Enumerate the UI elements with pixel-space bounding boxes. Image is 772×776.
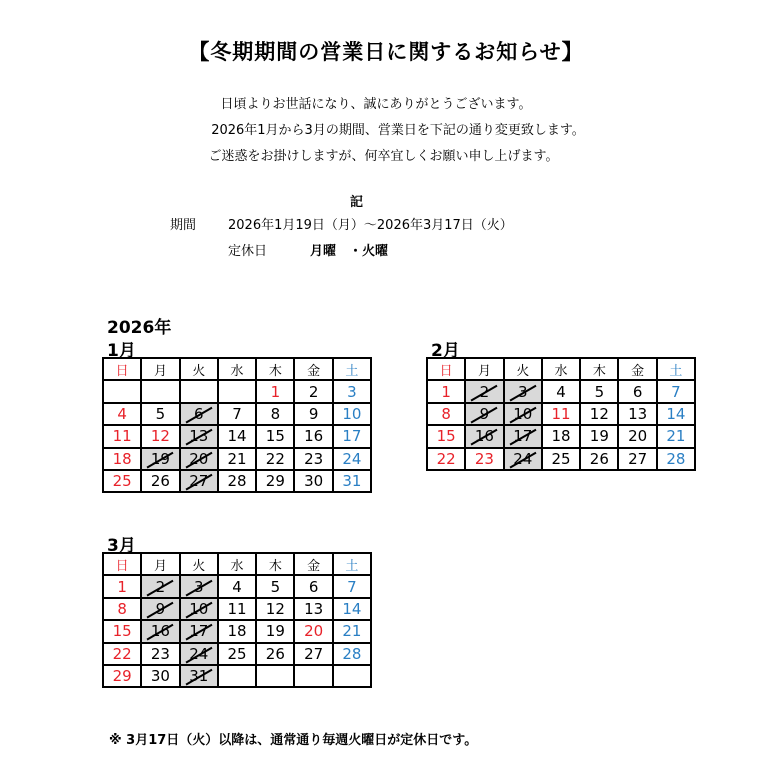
day-cell: 7 [657,380,695,402]
week-row [103,575,371,597]
weekday-header: 木 [256,553,294,575]
day-cell: 12 [256,598,294,620]
week-row [103,470,371,492]
closed-day-cell: 9 [465,403,503,425]
day-cell: 13 [294,598,332,620]
weekday-header: 水 [218,553,256,575]
day-cell: 27 [618,448,656,470]
week-row [427,403,695,425]
day-cell: 28 [657,448,695,470]
day-cell: 15 [256,425,294,447]
year-label: 2026年 [107,318,172,338]
day-cell: 20 [294,620,332,642]
day-cell: 11 [218,598,256,620]
day-cell: 21 [657,425,695,447]
period-value: 2026年1月19日（月）～2026年3月17日（火） [228,218,513,233]
weekday-header: 金 [294,553,332,575]
closed-day-cell: 24 [504,448,542,470]
day-cell: 16 [294,425,332,447]
day-cell: 18 [542,425,580,447]
day-cell: 12 [141,425,179,447]
closed-day-cell: 17 [180,620,218,642]
page-title: 【冬期期間の営業日に関するお知らせ】 [188,40,584,64]
day-cell: 24 [333,448,371,470]
day-cell: 23 [141,643,179,665]
closed-day-value: 月曜 ・火曜 [310,244,389,259]
week-row [103,620,371,642]
day-cell: 1 [427,380,465,402]
day-cell: 5 [256,575,294,597]
weekday-header-row [103,553,371,575]
day-cell: 15 [427,425,465,447]
day-cell: 22 [256,448,294,470]
day-cell: 5 [141,403,179,425]
day-cell: 18 [218,620,256,642]
empty-cell [103,380,141,402]
intro-line-3: ご迷惑をお掛けしますが、何卒宜しくお願い申し上げます。 [208,149,559,164]
weekday-header: 日 [103,358,141,380]
week-row [427,380,695,402]
week-row [427,425,695,447]
closed-day-cell: 3 [180,575,218,597]
day-cell: 13 [618,403,656,425]
closed-day-cell: 19 [141,448,179,470]
week-row [103,448,371,470]
weekday-header-row [427,358,695,380]
day-cell: 6 [618,380,656,402]
day-cell: 5 [580,380,618,402]
day-cell: 30 [141,665,179,687]
day-cell: 4 [542,380,580,402]
closed-day-cell: 6 [180,403,218,425]
footnote: ※ 3月17日（火）以降は、通常通り毎週火曜日が定休日です。 [109,733,478,748]
empty-cell [180,380,218,402]
day-cell: 28 [333,643,371,665]
day-cell: 30 [294,470,332,492]
week-row [103,403,371,425]
weekday-header: 木 [580,358,618,380]
closed-day-cell: 3 [504,380,542,402]
day-cell: 8 [103,598,141,620]
day-cell: 20 [618,425,656,447]
day-cell: 14 [218,425,256,447]
closed-day-cell: 2 [465,380,503,402]
closed-day-cell: 27 [180,470,218,492]
day-cell: 7 [218,403,256,425]
day-cell: 8 [256,403,294,425]
day-cell: 21 [218,448,256,470]
day-cell: 11 [542,403,580,425]
day-cell: 26 [256,643,294,665]
calendar-feb [426,357,696,471]
weekday-header: 火 [180,358,218,380]
day-cell: 31 [333,470,371,492]
empty-cell [333,665,371,687]
empty-cell [218,380,256,402]
day-cell: 18 [103,448,141,470]
period-row [170,214,513,233]
closed-day-cell: 20 [180,448,218,470]
weekday-header: 土 [657,358,695,380]
weekday-header: 水 [218,358,256,380]
weekday-header: 日 [427,358,465,380]
weekday-header: 土 [333,358,371,380]
calendar-mar [102,552,372,688]
day-cell: 22 [103,643,141,665]
day-cell: 8 [427,403,465,425]
weekday-header: 火 [180,553,218,575]
day-cell: 4 [103,403,141,425]
weekday-header: 金 [618,358,656,380]
day-cell: 9 [294,403,332,425]
week-row [103,598,371,620]
weekday-header: 日 [103,553,141,575]
weekday-header: 木 [256,358,294,380]
closed-day-row [228,240,388,259]
day-cell: 7 [333,575,371,597]
closed-day-cell: 9 [141,598,179,620]
day-cell: 25 [218,643,256,665]
empty-cell [256,665,294,687]
weekday-header-row [103,358,371,380]
closed-day-cell: 24 [180,643,218,665]
day-cell: 14 [657,403,695,425]
day-cell: 23 [294,448,332,470]
day-cell: 27 [294,643,332,665]
day-cell: 17 [333,425,371,447]
day-cell: 15 [103,620,141,642]
day-cell: 1 [256,380,294,402]
day-cell: 21 [333,620,371,642]
closed-day-cell: 10 [180,598,218,620]
closed-day-cell: 16 [465,425,503,447]
intro-line-2: 2026年1月から3月の期間、営業日を下記の通り変更致します。 [211,123,585,138]
day-cell: 26 [141,470,179,492]
weekday-header: 金 [294,358,332,380]
day-cell: 10 [333,403,371,425]
month-label-feb: 2月 [431,341,460,361]
weekday-header: 月 [141,553,179,575]
empty-cell [141,380,179,402]
day-cell: 29 [103,665,141,687]
month-label-jan: 1月 [107,341,136,361]
week-row [103,425,371,447]
ki-heading: 記 [350,195,364,210]
day-cell: 14 [333,598,371,620]
weekday-header: 土 [333,553,371,575]
month-label-mar: 3月 [107,536,136,556]
closed-day-cell: 17 [504,425,542,447]
day-cell: 29 [256,470,294,492]
intro-line-1: 日頃よりお世話になり、誠にありがとうございます。 [220,97,532,112]
day-cell: 3 [333,380,371,402]
intro-text [0,92,772,170]
day-cell: 6 [294,575,332,597]
closed-day-label: 定休日 [228,244,268,259]
closed-day-cell: 2 [141,575,179,597]
day-cell: 11 [103,425,141,447]
day-cell: 19 [256,620,294,642]
day-cell: 25 [542,448,580,470]
weekday-header: 月 [141,358,179,380]
period-label: 期間 [170,218,197,233]
week-row [103,665,371,687]
day-cell: 28 [218,470,256,492]
day-cell: 25 [103,470,141,492]
empty-cell [294,665,332,687]
day-cell: 4 [218,575,256,597]
day-cell: 19 [580,425,618,447]
closed-day-cell: 10 [504,403,542,425]
closed-day-cell: 13 [180,425,218,447]
day-cell: 12 [580,403,618,425]
empty-cell [218,665,256,687]
weekday-header: 火 [504,358,542,380]
weekday-header: 月 [465,358,503,380]
weekday-header: 水 [542,358,580,380]
week-row [103,643,371,665]
calendar-jan [102,357,372,493]
week-row [427,448,695,470]
day-cell: 22 [427,448,465,470]
day-cell: 1 [103,575,141,597]
week-row [103,380,371,402]
closed-day-cell: 31 [180,665,218,687]
day-cell: 23 [465,448,503,470]
day-cell: 26 [580,448,618,470]
day-cell: 2 [294,380,332,402]
closed-day-cell: 16 [141,620,179,642]
